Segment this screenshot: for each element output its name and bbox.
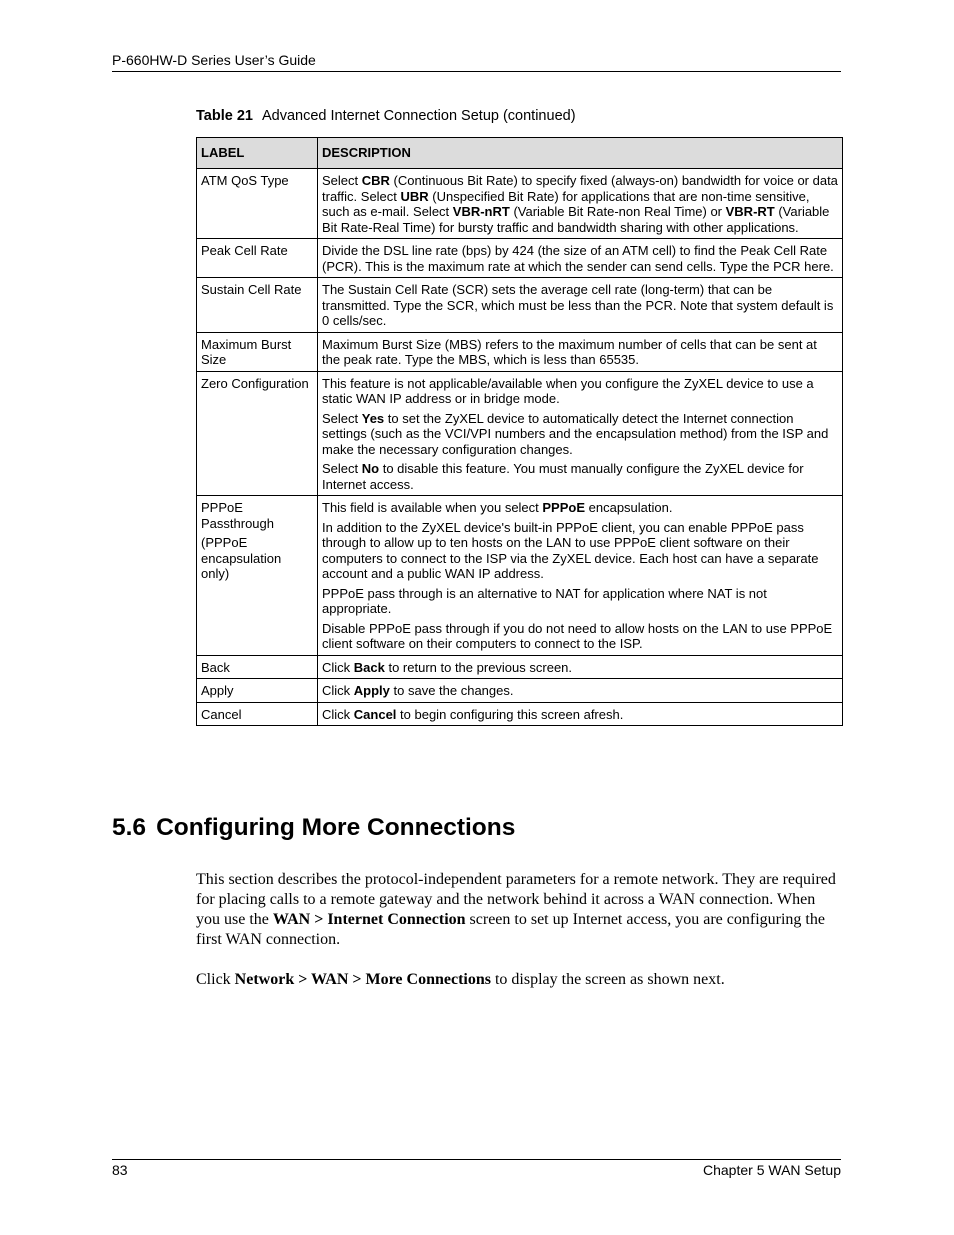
row-label-cell [197, 239, 318, 278]
table-row [197, 702, 843, 726]
row-label-cell [197, 332, 318, 371]
row-description-cell [318, 679, 843, 703]
table-body [197, 169, 843, 726]
row-description-cell [318, 278, 843, 333]
row-description-paragraph: Select CBR (Continuous Bit Rate) to specify fixed (always-on) bandwidth for voice or data traffic. Select UBR (Unspecified Bit Rate) for applications that are non-time sensitive, such as e-mail. Select VBR-nRT (Variable Bit Rate-non Real Time) or VBR-RT (Variable Bit Rate-Real Time) for bursty traffic and bandwidth sharing with other applications. [322, 173, 838, 235]
page-number: 83 [112, 1162, 128, 1178]
row-description-paragraph: Select Yes to set the ZyXEL device to automatically detect the Internet connection settings (such as the VCI/VPI numbers and the encapsulation method) from the ISP and make the necessary configuration changes. [322, 410, 829, 457]
footer-rule [112, 1159, 841, 1160]
table-row [197, 655, 843, 679]
table-row [197, 332, 843, 371]
header-rule [112, 71, 841, 72]
row-description-paragraph: PPPoE pass through is an alternative to NAT for application where NAT is not appropriate. [322, 585, 767, 616]
row-description-paragraph: This field is available when you select PPPoE encapsulation. [322, 500, 673, 515]
row-label: ATM QoS Type [201, 173, 289, 188]
running-header: P-660HW-D Series User’s Guide [112, 52, 316, 68]
row-description-paragraph: Click Back to return to the previous screen. [322, 659, 573, 675]
row-description-cell [318, 496, 843, 656]
row-label-cell [197, 169, 318, 239]
section-number: 5.6 [112, 814, 147, 841]
row-description-paragraph: This feature is not applicable/available when you configure the ZyXEL device to use a static WAN IP address or in bridge mode. [322, 375, 814, 406]
section-paragraph-instruction: Click Network > WAN > More Connections to display the screen as shown next. [196, 971, 725, 988]
table-header-row [197, 138, 843, 169]
row-label-cell [197, 655, 318, 679]
table-row [197, 239, 843, 278]
row-description-paragraph: The Sustain Cell Rate (SCR) sets the average cell rate (long-term) that can be transmitted. Type the SCR, which must be less than the PCR. Note that system default is 0 cells/sec. [322, 282, 834, 328]
row-description-cell [318, 332, 843, 371]
row-description-paragraph: Select No to disable this feature. You must manually configure the ZyXEL device for Internet access. [322, 461, 804, 492]
table-caption [196, 108, 576, 124]
row-label: Peak Cell Rate [201, 243, 288, 258]
chapter-label: Chapter 5 WAN Setup [703, 1162, 841, 1178]
row-description-paragraph: Click Cancel to begin configuring this screen afresh. [322, 706, 624, 722]
row-description-cell [318, 169, 843, 239]
row-label-cell [197, 371, 318, 496]
row-description-cell [318, 702, 843, 726]
table-row [197, 169, 843, 239]
row-label: Sustain Cell Rate [201, 282, 302, 297]
row-description-paragraph: Divide the DSL line rate (bps) by 424 (the size of an ATM cell) to find the Peak Cell Rate (PCR). This is the maximum rate at which the sender can send cells. Type the PCR here. [322, 243, 834, 274]
advanced-internet-connection-table [196, 137, 843, 726]
row-description-paragraph: In addition to the ZyXEL device's built-in PPPoE client, you can enable PPPoE pass through to allow up to ten hosts on the LAN to use PPPoE client software on their computers to connect to the ISP via the ZyXEL device. Each host can have a separate account and a public WAN IP address. [322, 519, 819, 581]
column-header-description: DESCRIPTION [318, 138, 843, 169]
row-description-cell [318, 239, 843, 278]
table-caption-number: Table 21 [196, 108, 253, 124]
row-label: Maximum Burst Size [201, 336, 292, 367]
column-header-label: LABEL [197, 138, 318, 169]
row-label-cell [197, 278, 318, 333]
row-label-note: (PPPoE encapsulation only) [201, 535, 282, 581]
row-description-cell [318, 655, 843, 679]
table-row [197, 679, 843, 703]
table-row [197, 371, 843, 496]
section-paragraph-intro: This section describes the protocol-independent parameters for a remote network. They are required for placing calls to a remote gateway and the network behind it across a WAN connection. When you use the WAN > Internet Connection screen to set up Internet access, you are configuring the first WAN connection. [196, 871, 836, 948]
table-row [197, 496, 843, 656]
table-caption-text: Advanced Internet Connection Setup (continued) [261, 108, 576, 124]
row-label-cell [197, 679, 318, 703]
section-title: Configuring More Connections [156, 814, 516, 841]
row-description-cell [318, 371, 843, 496]
row-description-paragraph: Maximum Burst Size (MBS) refers to the maximum number of cells that can be sent at the peak rate. Type the MBS, which is less than 65535. [322, 336, 817, 367]
row-label: Zero Configuration [201, 375, 309, 391]
row-label-cell [197, 496, 318, 656]
row-description-paragraph: Disable PPPoE pass through if you do not need to allow hosts on the LAN to use PPPoE client software on their computers to connect to the ISP. [322, 620, 833, 651]
row-label: Apply [201, 683, 234, 698]
row-label-cell [197, 702, 318, 726]
section-heading [112, 814, 515, 842]
table-row [197, 278, 843, 333]
row-label: Cancel [201, 706, 242, 722]
row-label: PPPoE Passthrough [201, 500, 274, 531]
row-label: Back [201, 659, 230, 675]
row-description-paragraph: Click Apply to save the changes. [322, 683, 514, 698]
